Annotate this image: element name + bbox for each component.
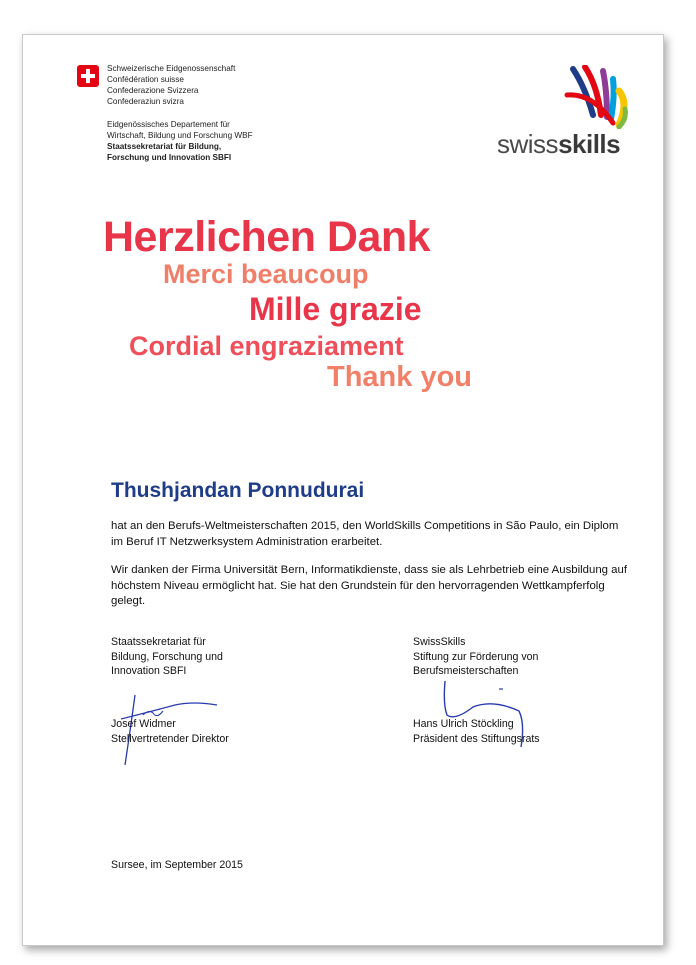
- left-signatory: [111, 717, 229, 746]
- federal-line: Confederazione Svizzera: [107, 86, 199, 95]
- logo-word-skills: skills: [558, 129, 621, 159]
- certificate-page: [22, 34, 664, 946]
- thanks-italian: Mille grazie: [249, 291, 422, 327]
- org-line: Staatssekretariat für: [111, 636, 206, 648]
- thanks-german: Herzlichen Dank: [103, 213, 431, 261]
- federal-line: Confederaziun svizra: [107, 97, 184, 106]
- dept-line: Wirtschaft, Bildung und Forschung WBF: [107, 131, 253, 140]
- recipient-name: Thushjandan Ponnudurai: [111, 479, 365, 502]
- office-line: Forschung und Innovation SBFI: [107, 153, 232, 162]
- federal-line: Confédération suisse: [107, 75, 184, 84]
- federal-line: Schweizerische Eidgenossenschaft: [107, 64, 236, 73]
- org-line: SwissSkills: [413, 636, 466, 648]
- federal-name-block: [107, 63, 235, 107]
- left-signatory-org: [111, 635, 223, 679]
- swissskills-logo-icon: [563, 65, 633, 129]
- right-signatory: [413, 717, 540, 746]
- org-line: Berufsmeisterschaften: [413, 665, 519, 677]
- thanks-french: Merci beaucoup: [163, 259, 369, 289]
- thanks-english: Thank you: [327, 361, 473, 393]
- thanks-romansh: Cordial engraziament: [129, 331, 404, 361]
- office-line: Staatssekretariat für Bildung,: [107, 142, 222, 151]
- right-signatory-name: Hans Ulrich Stöckling: [413, 718, 514, 730]
- achievement-paragraph: hat an den Berufs-Weltmeisterschaften 2015, den WorldSkills Competitions in São Paulo, ein Diplom im Beruf IT Netzwerksystem Administration erarbeitet.: [111, 520, 619, 548]
- dept-line: Eidgenössisches Departement für: [107, 120, 230, 129]
- logo-word-swiss: swiss: [497, 129, 559, 159]
- swissskills-wordmark: [497, 129, 620, 160]
- department-block: [107, 119, 253, 163]
- gratitude-paragraph: Wir danken der Firma Universität Bern, Informatikdienste, dass sie als Lehrbetrieb eine Ausbildung auf höchstem Niveau ermöglicht hat. Sie hat den Grundstein für den hervorragenden Wettkampferfolg gelegt.: [111, 564, 627, 607]
- left-signatory-name: Josef Widmer: [111, 718, 176, 730]
- swiss-cross-icon: [77, 65, 99, 87]
- org-line: Bildung, Forschung und: [111, 650, 223, 663]
- org-line: Innovation SBFI: [111, 665, 187, 677]
- left-signatory-role: Stellvertretender Direktor: [111, 732, 229, 745]
- org-line: Stiftung zur Förderung von: [413, 650, 539, 663]
- place-and-date: Sursee, im September 2015: [111, 859, 243, 871]
- right-signatory-role: Präsident des Stiftungsrats: [413, 732, 540, 745]
